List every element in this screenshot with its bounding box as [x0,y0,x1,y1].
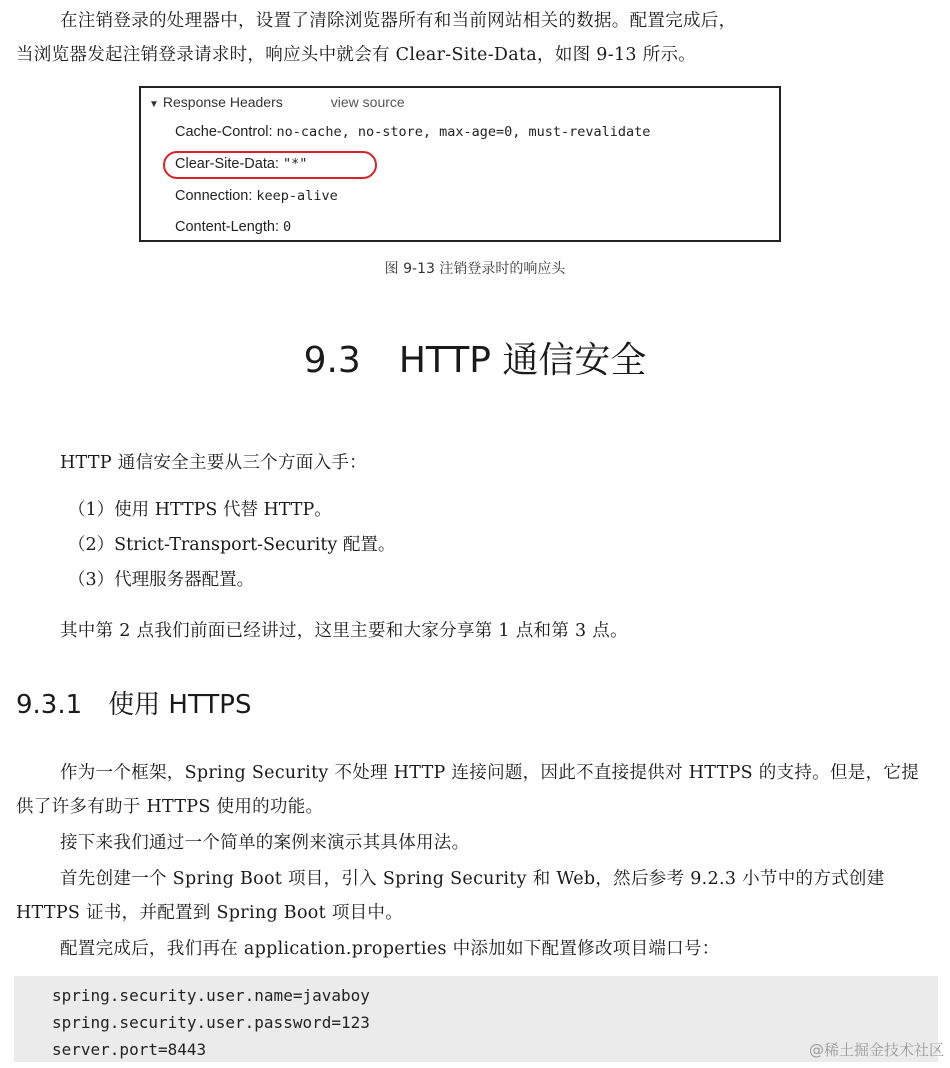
header-name: Content-Length: [175,219,279,235]
intro-paragraph [16,4,936,72]
clear-site-data-highlight [163,151,377,179]
watermark: @稀土掘金技术社区 [808,1041,944,1059]
intro-line-1: 在注销登录的处理器中，设置了清除浏览器所有和当前网站相关的数据。配置完成后， [60,11,737,31]
code-line: server.port=8443 [52,1040,207,1059]
subsection-heading [16,684,251,721]
subsection-number: 9.3.1 [16,690,83,720]
list-item: （3）代理服务器配置。 [68,570,255,590]
section-list [68,493,395,598]
header-name: Clear-Site-Data: [175,156,279,172]
response-headers-title: Response Headers [162,94,283,110]
subsection-paragraph-4: 配置完成后，我们再在 application.properties 中添加如下配置修改项目端口号： [60,939,720,959]
header-row-connection [175,188,338,204]
subsection-paragraph-3: 首先创建一个 Spring Boot 项目，引入 Spring Security 和 Web，然后参考 9.2.3 小节中的方式创建 HTTPS 证书，并配置到 Spring Boot 项目中。 [16,869,885,923]
view-source-link: view source [330,94,405,110]
figure-caption: 图 9-13 注销登录时的响应头 [384,261,566,277]
code-line: spring.security.user.password=123 [52,1013,370,1032]
section-lead: HTTP 通信安全主要从三个方面入手： [60,453,367,473]
subsection-paragraph-1: 作为一个框架，Spring Security 不处理 HTTP 连接问题，因此不直接提供对 HTTPS 的支持。但是，它提供了许多有助于 HTTPS 使用的功能。 [16,763,919,817]
header-row-cache-control [175,124,650,140]
header-value: 0 [283,219,292,235]
intro-line-2: 当浏览器发起注销登录请求时，响应头中就会有 Clear-Site-Data，如图 9-13 所示。 [16,45,697,65]
subsection-title: 使用 HTTPS [108,690,252,720]
section-number: 9.3 [303,340,361,381]
header-value: keep-alive [256,188,338,204]
response-headers-figure [139,86,781,242]
header-value: "*" [282,156,308,172]
subsection-paragraph-2: 接下来我们通过一个简单的案例来演示其具体用法。 [60,833,470,853]
section-title: HTTP 通信安全 [398,340,647,381]
response-headers-header [149,94,405,110]
code-line: spring.security.user.name=javaboy [52,986,370,1005]
header-row-content-length [175,219,291,235]
section-heading [0,332,950,383]
collapse-triangle-icon: ▼ [149,99,159,110]
list-item: （1）使用 HTTPS 代替 HTTP。 [68,500,332,520]
header-value: no-cache, no-store, max-age=0, must-revalidate [276,124,651,140]
header-name: Connection: [175,188,253,204]
header-name: Cache-Control: [175,124,273,140]
code-block [14,976,938,1062]
section-note: 其中第 2 点我们前面已经讲过，这里主要和大家分享第 1 点和第 3 点。 [60,621,628,641]
list-item: （2）Strict-Transport-Security 配置。 [68,535,396,555]
